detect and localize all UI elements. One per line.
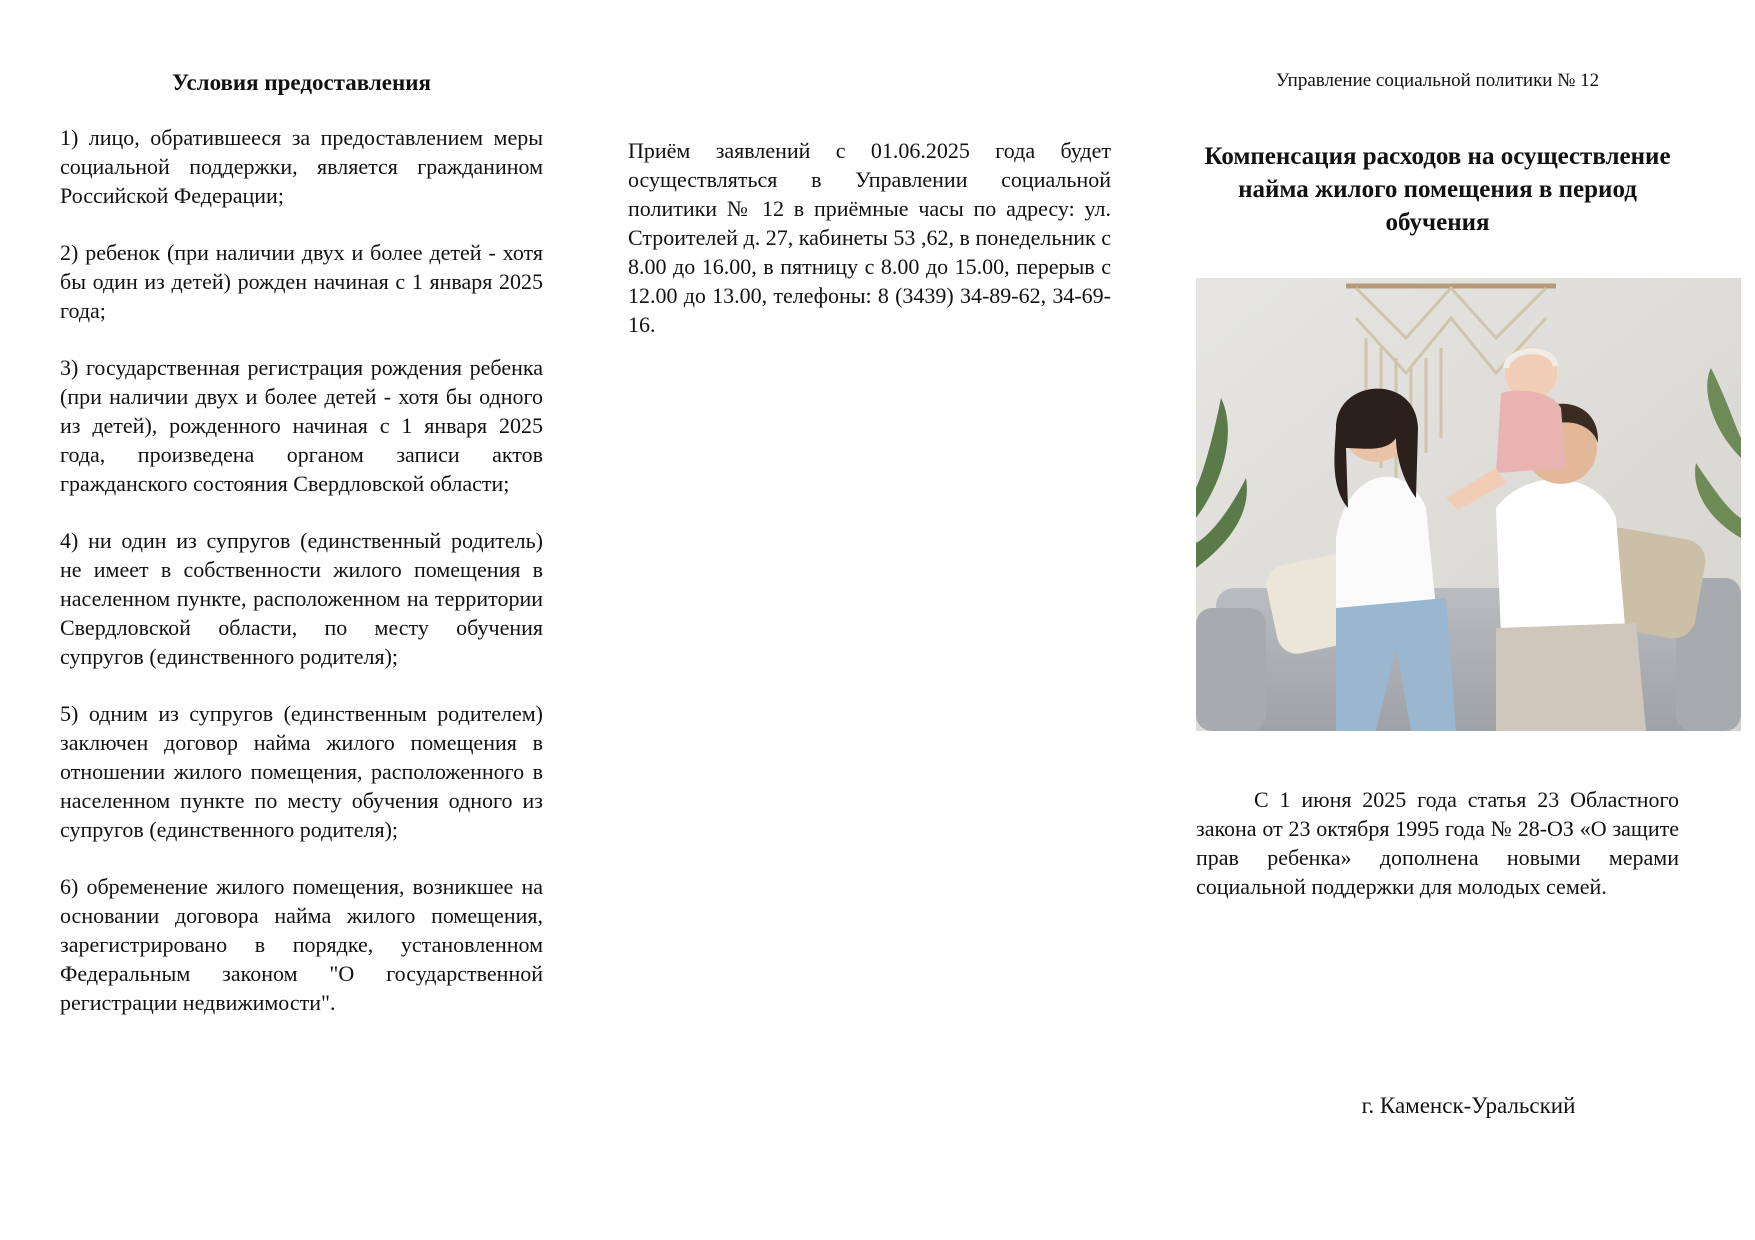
condition-item-5: 5) одним из супругов (единственным родителем) заключен договор найма жилого помещения в отношении жилого помещения, расположенного в населенном пункте по месту обучения одного из супругов (единственного родителя); [60, 701, 543, 842]
brochure-title: Компенсация расходов на осуществление найма жилого помещения в период обучения [1204, 143, 1671, 236]
agency-name: Управление социальной политики № 12 [1275, 70, 1600, 91]
reception-column [628, 136, 1111, 367]
condition-item-1: 1) лицо, обратившееся за предоставлением меры социальной поддержки, является гражданином Российской Федерации; [60, 125, 543, 208]
condition-item-3: 3) государственная регистрация рождения ребенка (при наличии двух и более детей - хотя бы одного из детей), рожденного начиная с 1 января 2025 года, произведена органом записи актов гражданского состояния Свердловской области; [60, 355, 543, 496]
conditions-heading: Условия предоставления [172, 70, 431, 95]
law-notice: С 1 июня 2025 года статья 23 Областного закона от 23 октября 1995 года № 28-ОЗ «О защите прав ребенка» дополнена новыми мерами социальной поддержки для молодых семей. [1196, 787, 1679, 899]
condition-item-6: 6) обременение жилого помещения, возникшее на основании договора найма жилого помещения, зарегистрировано в порядке, установленном Федеральным законом "О государственной регистрации недвижимости". [60, 874, 543, 1015]
condition-item-4: 4) ни один из супругов (единственный родитель) не имеет в собственности жилого помещения в населенном пункте, расположенном на территории Свердловской области, по месту обучения супругов (единственного родителя); [60, 528, 543, 669]
conditions-column [60, 70, 543, 1045]
condition-item-2: 2) ребенок (при наличии двух и более детей - хотя бы один из детей) рожден начиная с 1 января 2025 года; [60, 240, 543, 323]
family-photo-icon [1196, 278, 1741, 731]
family-photo [1196, 278, 1741, 731]
reception-info: Приём заявлений с 01.06.2025 года будет осуществляться в Управлении социальной политики № 12 в приёмные часы по адресу: ул. Строителей д. 27, кабинеты 53 ,62, в понедельник с 8.00 до 16.00, в пятницу с 8.00 до 15.00, перерыв с 12.00 до 13.00, телефоны: 8 (3439) 34-89-62, 34-69-16. [628, 138, 1111, 337]
city-name: г. Каменск-Уральский [1361, 1093, 1576, 1118]
cover-column [1196, 70, 1679, 239]
